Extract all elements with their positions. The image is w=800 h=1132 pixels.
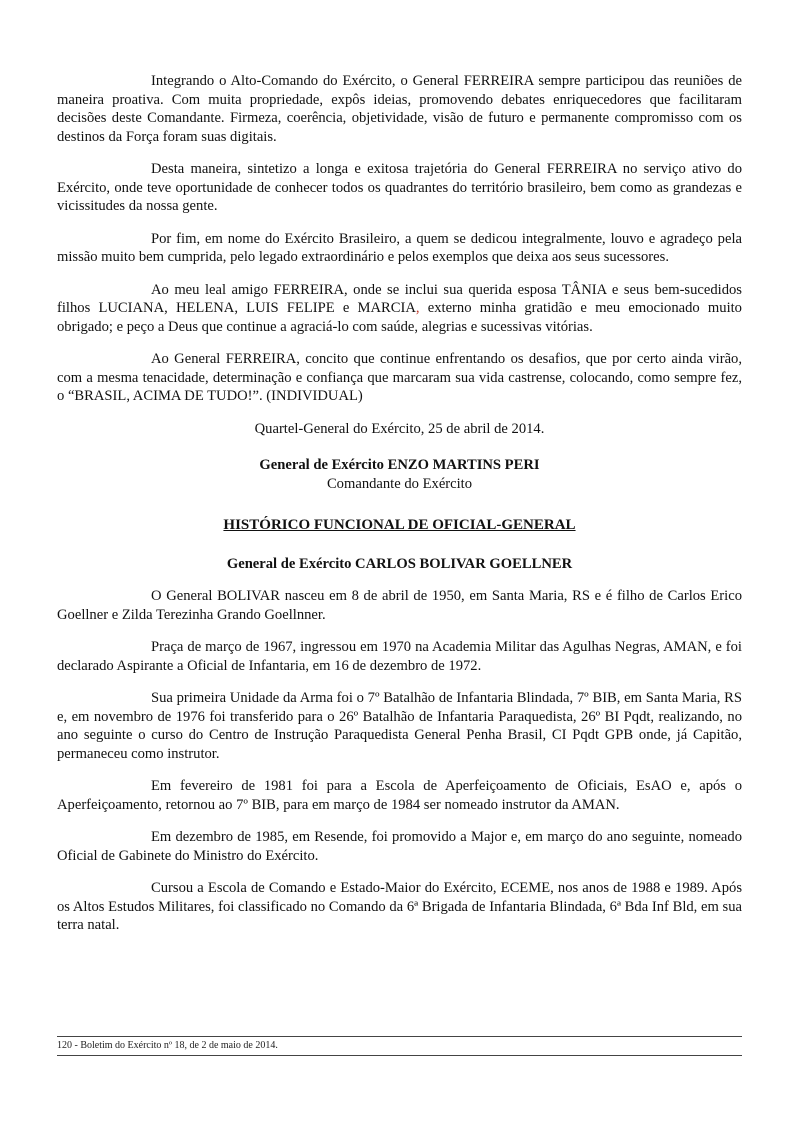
signature-name: General de Exército ENZO MARTINS PERI xyxy=(259,457,540,473)
paragraph-familia xyxy=(57,281,742,337)
paragraph-major: Em dezembro de 1985, em Resende, foi promovido a Major e, em março do ano seguinte, nomeado Oficial de Gabinete do Ministro do Exército. xyxy=(57,829,742,864)
paragraph-alto-comando: Integrando o Alto-Comando do Exército, o General FERREIRA sempre participou das reuniões de maneira proativa. Com muita propriedade, expôs ideias, promovendo debates enriquecedores que facilitaram decisões deste Comandante. Firmeza, coerência, objetividade, visão de futuro e permanente compromisso com os destinos da Força foram suas digitais. xyxy=(57,73,742,145)
paragraph-primeira-unidade: Sua primeira Unidade da Arma foi o 7º Batalhão de Infantaria Blindada, 7º BIB, em Santa Maria, RS e, em novembro de 1976 foi transferido para o 26º Batalhão de Infantaria Paraquedista, 26º BI Pqdt, realizando, no ano seguinte o curso do Centro de Instrução Paraquedista General Penha Brasil, CI Pqdt GPB onde, já Capitão, permaneceu como instrutor. xyxy=(57,690,742,762)
paragraph-louvor: Por fim, em nome do Exército Brasileiro, a quem se dedicou integralmente, louvo e agradeço pela missão muito bem cumprida, pelo legado extraordinário e pelos exemplos que deixa aos seus sucessores. xyxy=(57,230,742,265)
paragraph-nascimento: O General BOLIVAR nasceu em 8 de abril de 1950, em Santa Maria, RS e é filho de Carlos Erico Goellner e Zilda Terezinha Grando Goellnner. xyxy=(57,588,742,623)
subject-title: General de Exército CARLOS BOLIVAR GOELLNER xyxy=(226,555,573,572)
paragraph-aman: Praça de março de 1967, ingressou em 1970 na Academia Militar das Agulhas Negras, AMAN, e foi declarado Aspirante a Oficial de Infantaria, em 16 de dezembro de 1972. xyxy=(57,639,742,674)
paragraph-encerramento: Ao General FERREIRA, concito que continue enfrentando os desafios, que por certo ainda virão, com a mesma tenacidade, determinação e confiança que marcaram sua vida castrense, colocando, como sempre fez, o “BRASIL, ACIMA DE TUDO!”. (INDIVIDUAL) xyxy=(57,351,742,404)
paragraph-esao: Em fevereiro de 1981 foi para a Escola de Aperfeiçoamento de Oficiais, EsAO e, após o Aperfeiçoamento, retornou ao 7º BIB, para em março de 1984 ser nomeado instrutor da AMAN. xyxy=(57,778,742,813)
section-title: HISTÓRICO FUNCIONAL DE OFICIAL-GENERAL xyxy=(223,517,576,533)
paragraph-eceme: Cursou a Escola de Comando e Estado-Maior do Exército, ECEME, nos anos de 1988 e 1989. Após os Altos Estudos Militares, foi classificado no Comando da 6ª Brigada de Infantaria Blindada, 6ª Bda Inf Bld, em sua terra natal. xyxy=(57,880,742,933)
paragraph-familia-start: Ao meu leal amigo FERREIRA, onde se inclui sua querida esposa TÂNIA e seus bem-sucedidos filhos LUCIANA, HELENA, LUIS FELIPE e MARCIA xyxy=(57,281,742,316)
paragraph-trajetoria: Desta maneira, sintetizo a longa e exitosa trajetória do General FERREIRA no serviço ativo do Exército, onde teve oportunidade de conhecer todos os quadrantes do território brasileiro, bem como as grandezas e vicissitudes da nossa gente. xyxy=(57,161,742,214)
paragraph-familia-end: externo minha gratidão e meu emocionado muito obrigado; e peço a Deus que continue a agraciá-lo com saúde, alegrias e sucessivas vitórias. xyxy=(57,300,742,335)
signature-role: Comandante do Exército xyxy=(326,475,473,492)
page-footer: 120 - Boletim do Exército nº 18, de 2 de maio de 2014. xyxy=(57,1036,742,1056)
document-page xyxy=(57,72,742,949)
highlighted-comma: , xyxy=(415,300,420,316)
date-line: Quartel-General do Exército, 25 de abril de 2014. xyxy=(254,420,545,437)
